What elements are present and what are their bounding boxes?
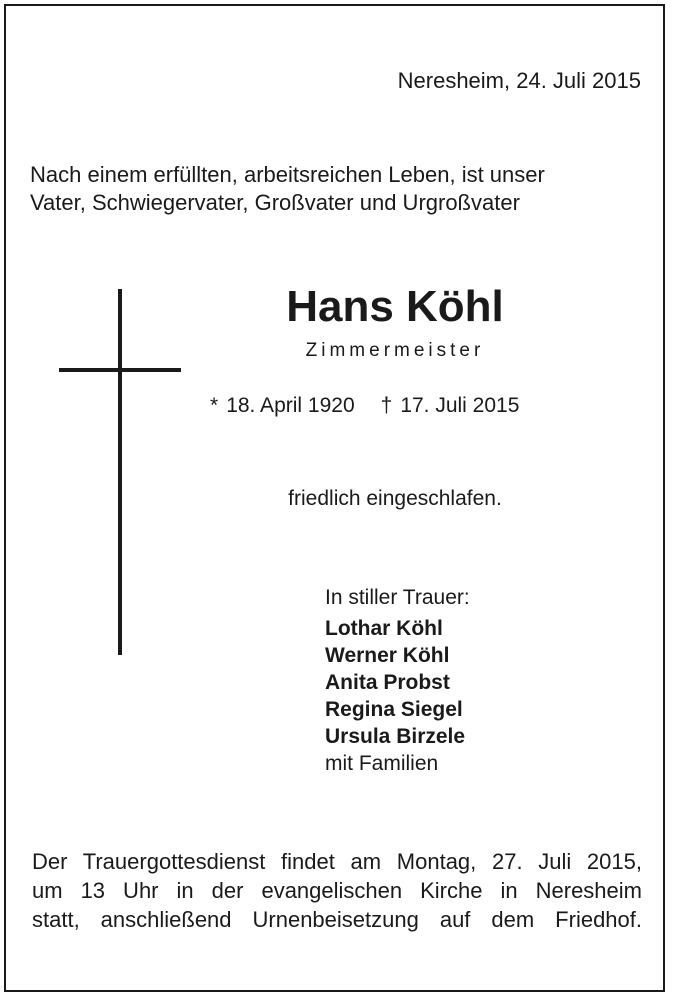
- cross-horizontal-bar: [59, 368, 181, 372]
- death-date: 17. Juli 2015: [400, 394, 520, 417]
- intro-text: [30, 161, 650, 217]
- mourner-name: Werner Köhl: [325, 644, 450, 667]
- birth-date: 18. April 1920: [226, 394, 355, 417]
- mourner-name: Anita Probst: [325, 671, 450, 694]
- service-line: Der Trauergottesdienst findet am Montag, 27. Juli 2015,: [32, 849, 642, 874]
- mourner-name: Ursula Birzele: [325, 725, 466, 748]
- birth-star-icon: *: [210, 394, 219, 417]
- deceased-occupation: Zimmermeister: [305, 340, 485, 361]
- mourner-name: Lothar Köhl: [325, 617, 443, 640]
- intro-line: Nach einem erfüllten, arbeitsreichen Leben, ist unser: [30, 162, 545, 187]
- place-and-date: Neresheim, 24. Juli 2015: [397, 68, 641, 93]
- cross-vertical-bar: [118, 289, 122, 655]
- mourners-closing: mit Familien: [325, 752, 439, 775]
- passing-message: friedlich eingeschlafen.: [288, 487, 502, 510]
- service-line: statt, anschließend Urnenbeisetzung auf dem Friedhof.: [32, 907, 642, 932]
- mourner-name: Regina Siegel: [325, 698, 463, 721]
- deceased-name: Hans Köhl: [286, 282, 504, 331]
- death-dagger-icon: †: [380, 394, 393, 417]
- mourners-heading: In stiller Trauer:: [325, 586, 470, 609]
- mourners-block: [325, 584, 470, 777]
- service-line: um 13 Uhr in der evangelischen Kirche in Neresheim: [32, 878, 642, 903]
- service-announcement: [32, 847, 642, 934]
- life-dates: [210, 394, 519, 418]
- intro-line: Vater, Schwiegervater, Großvater und Urgroßvater: [30, 190, 520, 215]
